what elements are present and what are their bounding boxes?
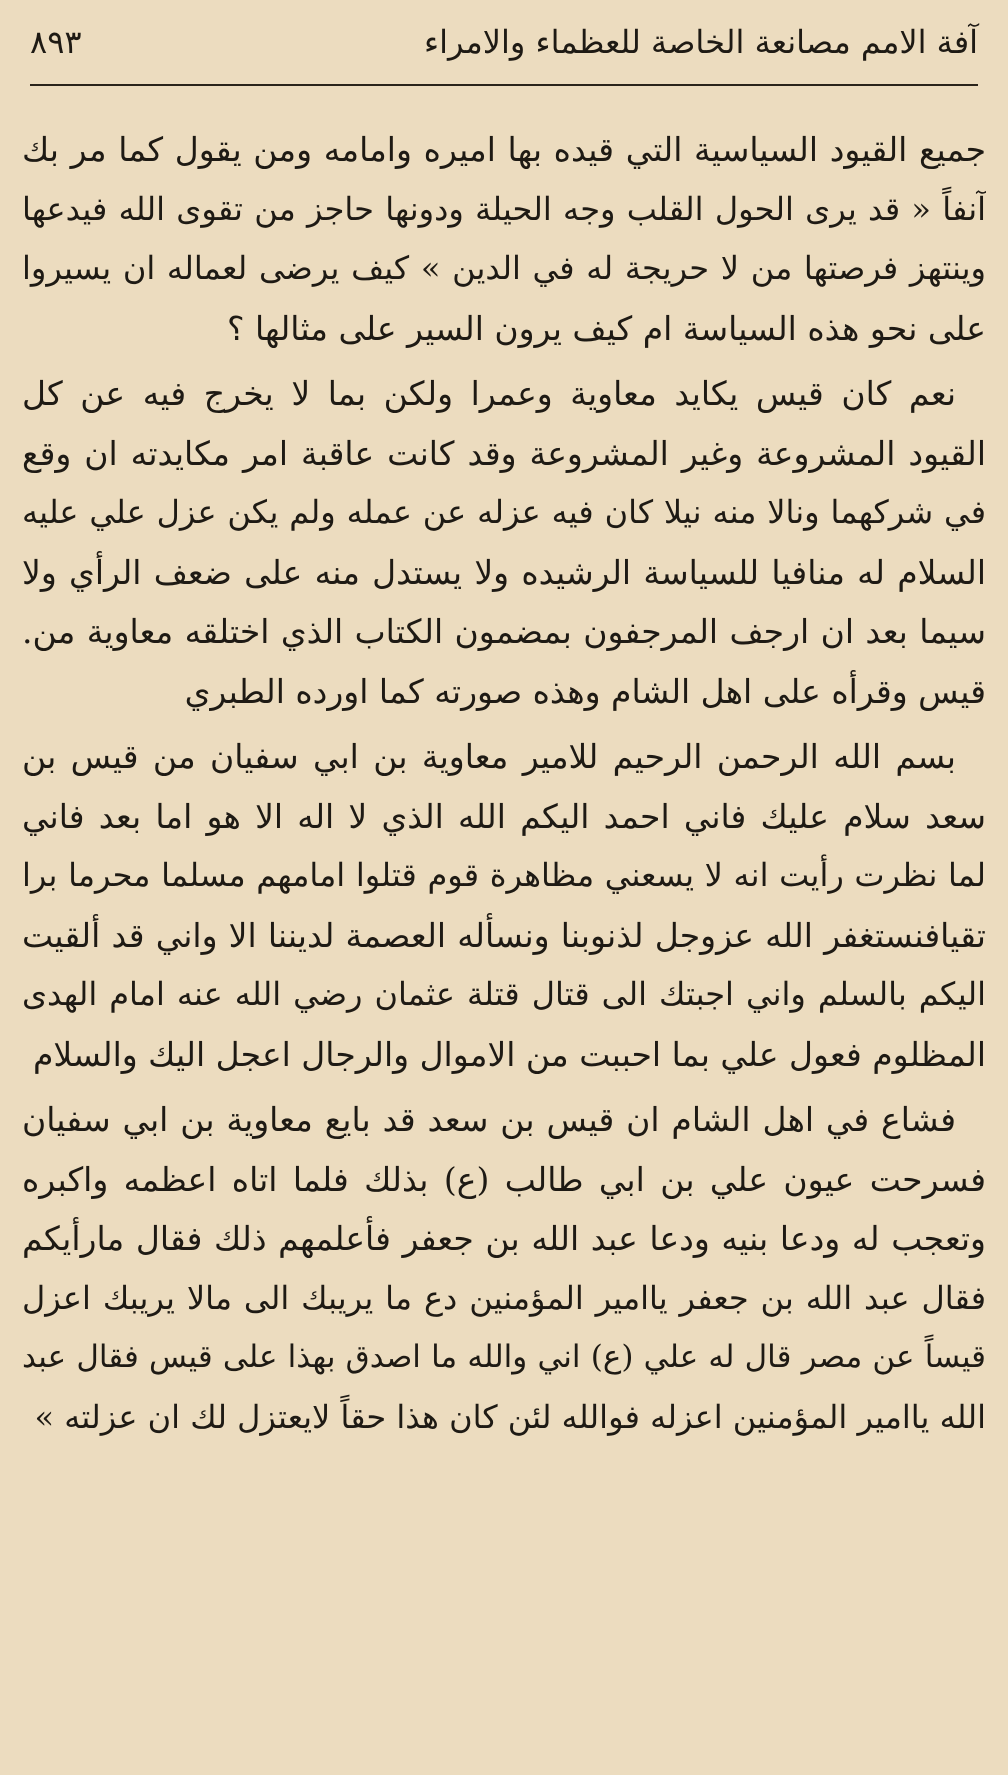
header-rule: [30, 84, 978, 86]
text-line: بسم الله الرحمن الرحيم للامير معاوية بن ابي سفيان من قيس بن: [22, 737, 956, 776]
body-text: [22, 120, 986, 1453]
text-line: قيس وقرأه على اهل الشام وهذه صورته كما اورده الطبري: [184, 671, 986, 711]
text-line: وينتهز فرصتها من لا حريجة له في الدين » كيف يرضى لعماله ان يسيروا: [22, 249, 986, 287]
text-line: اليكم بالسلم واني اجبتك الى قتال قتلة عثمان رضي الله عنه امام الهدى: [22, 975, 986, 1013]
text-line: فشاع في اهل الشام ان قيس بن سعد قد بايع معاوية بن ابي سفيان: [22, 1100, 956, 1139]
text-line: جميع القيود السياسية التي قيده بها اميره وامامه ومن يقول كما مر بك: [22, 130, 986, 169]
page-number: ٨٩٣: [30, 23, 82, 61]
text-line: المظلوم فعول علي بما احببت من الاموال والرجال اعجل اليك والسلام: [32, 1034, 986, 1074]
page-header: [30, 14, 978, 70]
text-line: القيود المشروعة وغير المشروعة وقد كانت عاقبة امر مكايدته ان وقع: [22, 433, 986, 473]
text-line: فقال عبد الله بن جعفر ياامير المؤمنين دع ما يريبك الى مالا يريبك اعزل: [22, 1278, 986, 1317]
paragraph-2: [22, 364, 986, 721]
paragraph-1: [22, 120, 986, 358]
paragraph-3: [22, 727, 986, 1084]
text-line: في شركهما ونالا منه نيلا كان فيه عزله عن عمله ولم يكن عزل علي عليه: [22, 493, 986, 531]
paragraph-4: [22, 1090, 986, 1447]
text-line: سيما بعد ان ارجف المرجفون بمضمون الكتاب الذي اختلقه معاوية من.: [22, 612, 986, 651]
text-line: على نحو هذه السياسة ام كيف يرون السير على مثالها ؟: [226, 308, 986, 348]
text-line: لما نظرت رأيت انه لا يسعني مظاهرة قوم قتلوا امامهم مسلما محرما برا: [22, 856, 986, 894]
text-line: قيساً عن مصر قال له علي (ع) اني والله ما اصدق بهذا على قيس فقال عبد: [22, 1339, 986, 1375]
text-line: السلام له منافيا للسياسة الرشيده ولا يستدل منه على ضعف الرأي ولا: [22, 552, 986, 592]
text-line: سعد سلام عليك فاني احمد اليكم الله الذي لا اله الا هو اما بعد فاني: [22, 796, 986, 836]
running-title: آفة الامم مصانعة الخاصة للعظماء والامراء: [424, 23, 978, 61]
text-line: نعم كان قيس يكايد معاوية وعمرا ولكن بما لا يخرج فيه عن كل: [22, 374, 956, 413]
text-line: تقيافنستغفر الله عزوجل لذنوبنا ونسأله العصمة لديننا الا واني قد ألقيت: [22, 915, 986, 955]
text-line: فسرحت عيون علي بن ابي طالب (ع) بذلك فلما اتاه اعظمه واكبره: [22, 1159, 986, 1199]
text-line: آنفاً « قد يرى الحول القلب وجه الحيلة ودونها حاجز من تقوى الله فيدعها: [22, 189, 986, 228]
text-line: وتعجب له ودعا بنيه ودعا عبد الله بن جعفر فأعلمهم ذلك فقال مارأيكم: [22, 1219, 986, 1258]
text-line: الله ياامير المؤمنين اعزله فوالله لئن كان هذا حقاً لايعتزل لك ان عزلته »: [34, 1397, 986, 1436]
